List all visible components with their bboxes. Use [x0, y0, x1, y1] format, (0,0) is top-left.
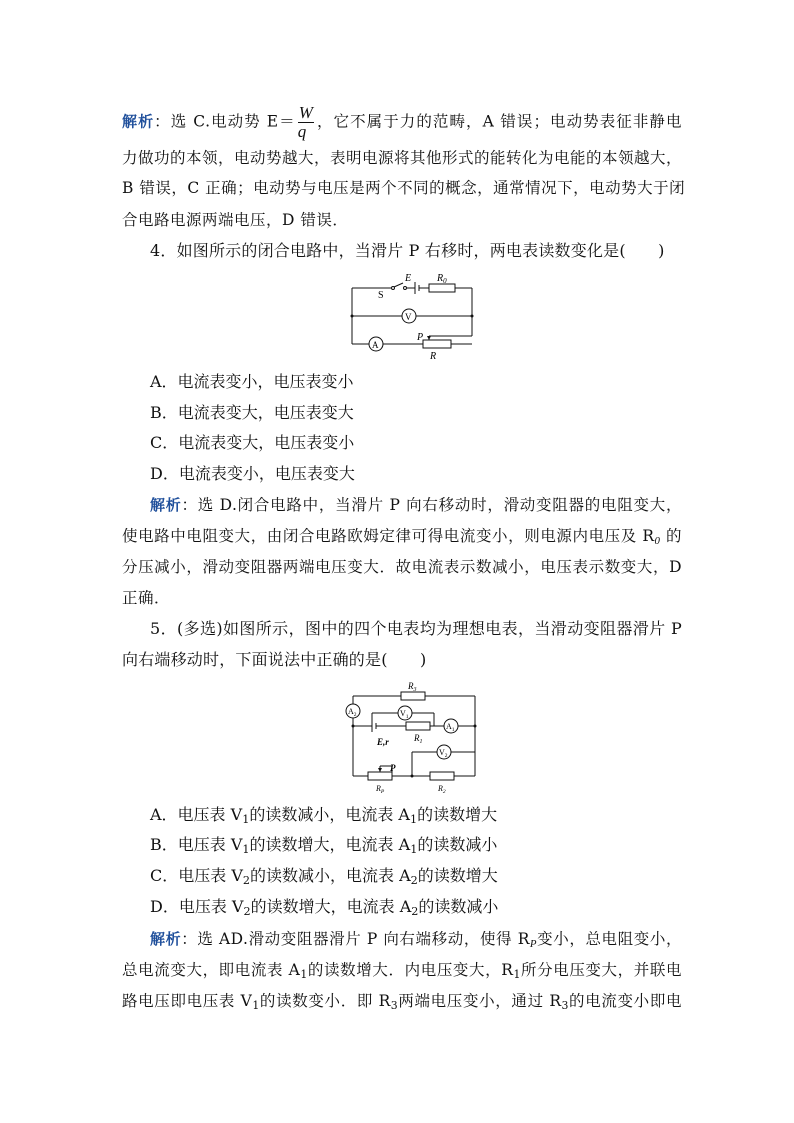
text: 的读数减小，电流表 A [249, 805, 410, 824]
svg-text:R2 [437, 784, 446, 795]
label-a2: A [348, 707, 354, 716]
q4-analysis-line-2 [122, 525, 682, 547]
subscript: 1 [242, 813, 250, 826]
frac-num: W [298, 103, 314, 122]
text: 的读数减小 [418, 897, 499, 916]
analysis-label: 解析 [150, 496, 182, 514]
q5-option-a[interactable] [150, 804, 497, 826]
text: 的电流变小即电 [568, 992, 682, 1010]
text: ：选 C.电动势 E＝ [154, 112, 296, 131]
q4-circuit-diagram [345, 268, 480, 362]
q3-analysis-line-4: 合电路电源两端电压，D 错误． [122, 211, 349, 229]
subscript: 3 [561, 999, 569, 1012]
text: 的读数变小．即 R [259, 992, 391, 1010]
text: 两端电压变小，通过 R [398, 992, 562, 1010]
subscript: 1 [513, 968, 521, 981]
svg-text:R0 [436, 273, 447, 285]
label-r3-sub: 3 [413, 687, 417, 693]
q5-stem-line-1: 5．(多选)如图所示，图中的四个电表均为理想电表，当滑动变阻器滑片 P [150, 619, 682, 638]
q3-analysis-line-2: 力做功的本领，电动势越大，表明电源将其他形式的能转化为电能的本领越大， [122, 149, 683, 167]
subscript: 3 [390, 999, 399, 1012]
label-s: S [378, 290, 384, 301]
q3-analysis-line-3: B 错误，C 正确；电动势与电压是两个不同的概念，通常情况下，电动势大于闭 [122, 179, 686, 197]
q4-analysis-line-4: 正确． [122, 589, 171, 607]
q4-analysis-line-3: 分压减小，滑动变阻器两端电压变大．故电流表示数减小，电压表示数变大，D [122, 558, 682, 576]
label-rp-sub: P [380, 789, 385, 795]
text: 的读数增大．内电压变大，R [307, 961, 514, 979]
q5-circuit-diagram [340, 680, 480, 796]
svg-text:V1 [400, 709, 409, 720]
frac-den: q [297, 122, 307, 141]
text: 路电压即电压表 V [122, 992, 253, 1010]
q4-analysis-line-1 [150, 494, 682, 516]
text: 的读数增大，电流表 A [250, 897, 412, 916]
q4-option-c[interactable]: C．电流表变大，电压表变小 [150, 433, 355, 452]
label-r3: R [408, 681, 414, 691]
label-v: V [405, 312, 412, 322]
subscript: 2 [242, 874, 251, 887]
label-v1-sub: 1 [405, 714, 409, 720]
text: 变小，总电阻变小， [537, 930, 682, 948]
label-r2-sub: 2 [442, 789, 446, 795]
label-r: R [430, 351, 437, 362]
text: ，它不属于力的范畴，A 错误；电动势表征非静电 [316, 112, 682, 131]
subscript: 0 [654, 535, 661, 547]
subscript: 1 [242, 843, 250, 856]
subscript: 2 [411, 905, 419, 918]
q5-analysis-line-1 [150, 928, 682, 950]
q5-option-c[interactable] [150, 865, 498, 887]
label-r0-sub: 0 [443, 277, 447, 285]
q3-analysis-line-1 [122, 104, 682, 141]
label-r1: R [414, 733, 420, 743]
label-p: P [417, 332, 424, 343]
label-v1: V [400, 709, 406, 718]
svg-text:R1 [413, 733, 423, 745]
label-r2: R [438, 784, 443, 793]
fraction-w-over-q [298, 104, 315, 141]
q4-option-d[interactable]: D．电流表变小，电压表变大 [150, 464, 355, 483]
text: 的 [660, 527, 682, 545]
text: B．电压表 V [150, 835, 243, 854]
label-p: P [390, 763, 396, 773]
q5-analysis-line-3 [122, 990, 682, 1012]
q5-option-b[interactable] [150, 834, 497, 856]
text: ：选 AD.滑动变阻器滑片 P 向右端移动，使得 R [181, 930, 530, 948]
text: 的读数减小，电流表 A [250, 866, 411, 885]
subscript: 1 [409, 813, 418, 826]
subscript: 1 [252, 999, 260, 1012]
q4-option-b[interactable]: B．电流表变大，电压表变大 [150, 403, 354, 422]
svg-text:A2 [348, 707, 357, 718]
label-a2-sub: 2 [353, 712, 357, 718]
text: D．电压表 V [150, 897, 244, 916]
label-a1-sub: 1 [451, 727, 455, 733]
q5-analysis-line-2 [122, 959, 682, 981]
label-v2: V [439, 748, 445, 757]
svg-text:A1 [446, 722, 455, 733]
label-e: E [405, 273, 412, 284]
q5-option-d[interactable] [150, 896, 498, 918]
label-r1-sub: 1 [419, 739, 423, 745]
label-a1: A [446, 722, 452, 731]
analysis-label: 解析 [150, 930, 182, 948]
svg-text:V2 [439, 748, 448, 759]
text: 的读数增大，电流表 A [249, 835, 411, 854]
subscript: 2 [410, 874, 418, 887]
q4-stem: 4．如图所示的闭合电路中，当滑片 P 右移时，两电表读数变化是( ) [150, 241, 665, 260]
q4-option-a[interactable]: A．电流表变小，电压表变小 [150, 372, 354, 391]
subscript: 1 [410, 843, 418, 856]
svg-text:R3 [407, 681, 417, 693]
svg-text:RP [375, 784, 385, 795]
label-er: E,r [377, 737, 389, 747]
text: 所分电压变大，并联电 [520, 961, 682, 979]
text: A．电压表 V [150, 805, 243, 824]
subscript: 2 [243, 905, 251, 918]
label-r0: R [437, 273, 444, 284]
text: C．电压表 V [150, 866, 243, 885]
subscript: 1 [300, 968, 308, 981]
text: 总电流变大，即电流表 A [122, 961, 301, 979]
analysis-label: 解析 [122, 112, 155, 131]
text: ：选 D.闭合电路中，当滑片 P 向右移动时，滑动变阻器的电阻变大， [181, 496, 682, 514]
text: 的读数减小 [417, 835, 498, 854]
text: 的读数增大 [417, 805, 498, 824]
q5-stem-line-2: 向右端移动时，下面说法中正确的是( ) [122, 650, 427, 669]
label-a: A [372, 340, 379, 350]
subscript: P [529, 938, 538, 950]
text: 使电路中电阻变大，由闭合电路欧姆定律可得电流变小，则电源内电压及 R [122, 527, 655, 545]
label-rp: R [376, 784, 381, 793]
label-v2-sub: 2 [444, 753, 448, 759]
text: 的读数增大 [417, 866, 498, 885]
